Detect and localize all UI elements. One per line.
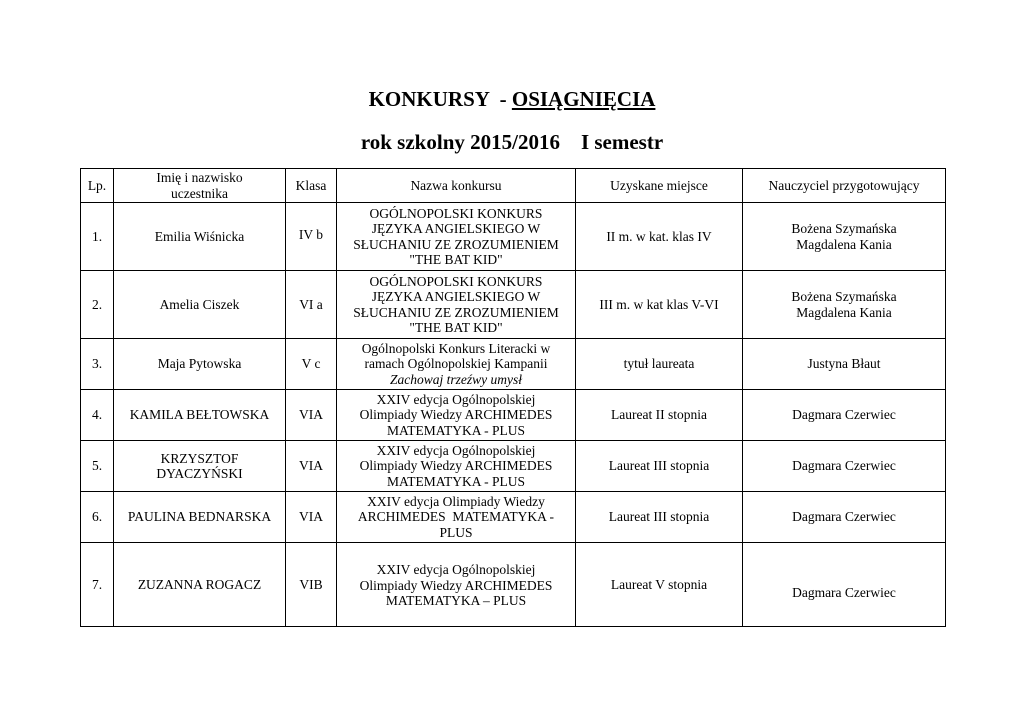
cell-lp: 2. [81, 271, 114, 339]
konkurs-line: XXIV edycja Ogólnopolskiej [376, 562, 536, 578]
cell-konkurs [337, 543, 576, 627]
title-underlined: OSIĄGNIĘCIA [511, 87, 656, 111]
cell-miejsce: II m. w kat. klas IV [576, 203, 743, 271]
cell-miejsce: Laureat II stopnia [576, 390, 743, 441]
cell-nauczyciel: Dagmara Czerwiec [743, 390, 946, 441]
konkurs-line: XXIV edycja Olimpiady Wiedzy [367, 493, 545, 509]
header-nauczyciel: Nauczyciel przygotowujący [743, 169, 946, 203]
table-row [81, 339, 946, 390]
konkurs-line: SŁUCHANIU ZE ZROZUMIENIEM [353, 236, 559, 252]
konkurs-line: OGÓLNOPOLSKI KONKURS [369, 205, 543, 221]
header-klasa: Klasa [286, 169, 337, 203]
cell-klasa [286, 203, 337, 271]
header-konkurs: Nazwa konkursu [337, 169, 576, 203]
cell-klasa: V c [286, 339, 337, 390]
cell-name: Amelia Ciszek [114, 271, 286, 339]
cell-nauczyciel [743, 271, 946, 339]
cell-lp: 4. [81, 390, 114, 441]
cell-klasa: VIB [286, 543, 337, 627]
table-row [81, 203, 946, 271]
header-name [114, 169, 286, 203]
cell-lp: 5. [81, 441, 114, 492]
konkurs-line: MATEMATYKA – PLUS [385, 593, 527, 609]
konkurs-line: MATEMATYKA - PLUS [386, 473, 525, 489]
cell-miejsce: Laureat V stopnia [576, 543, 743, 627]
cell-miejsce: Laureat III stopnia [576, 492, 743, 543]
konkurs-line: ARCHIMEDES MATEMATYKA - [357, 509, 555, 525]
cell-name: PAULINA BEDNARSKA [114, 492, 286, 543]
konkurs-line: "THE BAT KID" [409, 252, 503, 267]
konkurs-line: JĘZYKA ANGIELSKIEGO W [371, 289, 541, 304]
header-name-line2: uczestnika [171, 185, 228, 201]
cell-klasa: VI a [286, 271, 337, 339]
cell-miejsce: tytuł laureata [576, 339, 743, 390]
cell-konkurs [337, 339, 576, 390]
cell-lp: 1. [81, 203, 114, 271]
table-row [81, 492, 946, 543]
konkurs-line: "THE BAT KID" [409, 320, 503, 335]
table-row [81, 390, 946, 441]
cell-lp: 7. [81, 543, 114, 627]
cell-name: KRZYSZTOF DYACZYŃSKI [114, 441, 286, 492]
cell-nauczyciel [743, 203, 946, 271]
konkurs-line: OGÓLNOPOLSKI KONKURS [369, 273, 543, 289]
table-header-row [81, 169, 946, 203]
cell-lp: 6. [81, 492, 114, 543]
cell-nauczyciel: Dagmara Czerwiec [743, 441, 946, 492]
title-prefix: KONKURSY - [368, 87, 512, 111]
teacher-name: Magdalena Kania [796, 304, 892, 320]
cell-konkurs [337, 203, 576, 271]
cell-miejsce: Laureat III stopnia [576, 441, 743, 492]
campaign-name: Zachowaj trzeźwy umysł [389, 371, 522, 387]
cell-nauczyciel: Justyna Błaut [743, 339, 946, 390]
konkurs-line: Olimpiady Wiedzy ARCHIMEDES [359, 577, 553, 593]
header-miejsce: Uzyskane miejsce [576, 169, 743, 203]
konkurs-line: XXIV edycja Ogólnopolskiej [376, 391, 536, 407]
cell-name: Maja Pytowska [114, 339, 286, 390]
cell-klasa: VIA [286, 492, 337, 543]
table-row [81, 441, 946, 492]
document-title [0, 86, 1024, 112]
cell-konkurs [337, 492, 576, 543]
teacher-name: Bożena Szymańska [791, 289, 897, 304]
cell-name: ZUZANNA ROGACZ [114, 543, 286, 627]
header-lp: Lp. [81, 169, 114, 203]
konkurs-line: Olimpiady Wiedzy ARCHIMEDES [359, 458, 553, 474]
klasa-text: IV b [298, 227, 324, 242]
teacher-name: Bożena Szymańska [791, 221, 897, 236]
konkurs-line: XXIV edycja Ogólnopolskiej [376, 442, 536, 458]
konkurs-line: ramach Ogólnopolskiej Kampanii [364, 356, 548, 372]
cell-klasa: VIA [286, 441, 337, 492]
cell-konkurs [337, 390, 576, 441]
results-table [80, 168, 946, 627]
cell-miejsce: III m. w kat klas V-VI [576, 271, 743, 339]
cell-konkurs [337, 441, 576, 492]
document-subtitle: rok szkolny 2015/2016 I semestr [360, 130, 664, 154]
table-row [81, 271, 946, 339]
konkurs-line: Olimpiady Wiedzy ARCHIMEDES [359, 407, 553, 423]
teacher-name: Magdalena Kania [796, 236, 892, 252]
konkurs-line: JĘZYKA ANGIELSKIEGO W [371, 221, 541, 236]
cell-konkurs [337, 271, 576, 339]
cell-lp: 3. [81, 339, 114, 390]
cell-name: Emilia Wiśnicka [114, 203, 286, 271]
konkurs-line: Ogólnopolski Konkurs Literacki w [361, 340, 551, 356]
cell-nauczyciel: Dagmara Czerwiec [743, 543, 946, 627]
table-row [81, 543, 946, 627]
cell-name: KAMILA BEŁTOWSKA [114, 390, 286, 441]
konkurs-line: PLUS [439, 524, 473, 540]
konkurs-line: SŁUCHANIU ZE ZROZUMIENIEM [353, 304, 559, 320]
header-name-line1: Imię i nazwisko [156, 170, 243, 185]
cell-nauczyciel: Dagmara Czerwiec [743, 492, 946, 543]
konkurs-line: MATEMATYKA - PLUS [386, 422, 525, 438]
cell-klasa: VIA [286, 390, 337, 441]
